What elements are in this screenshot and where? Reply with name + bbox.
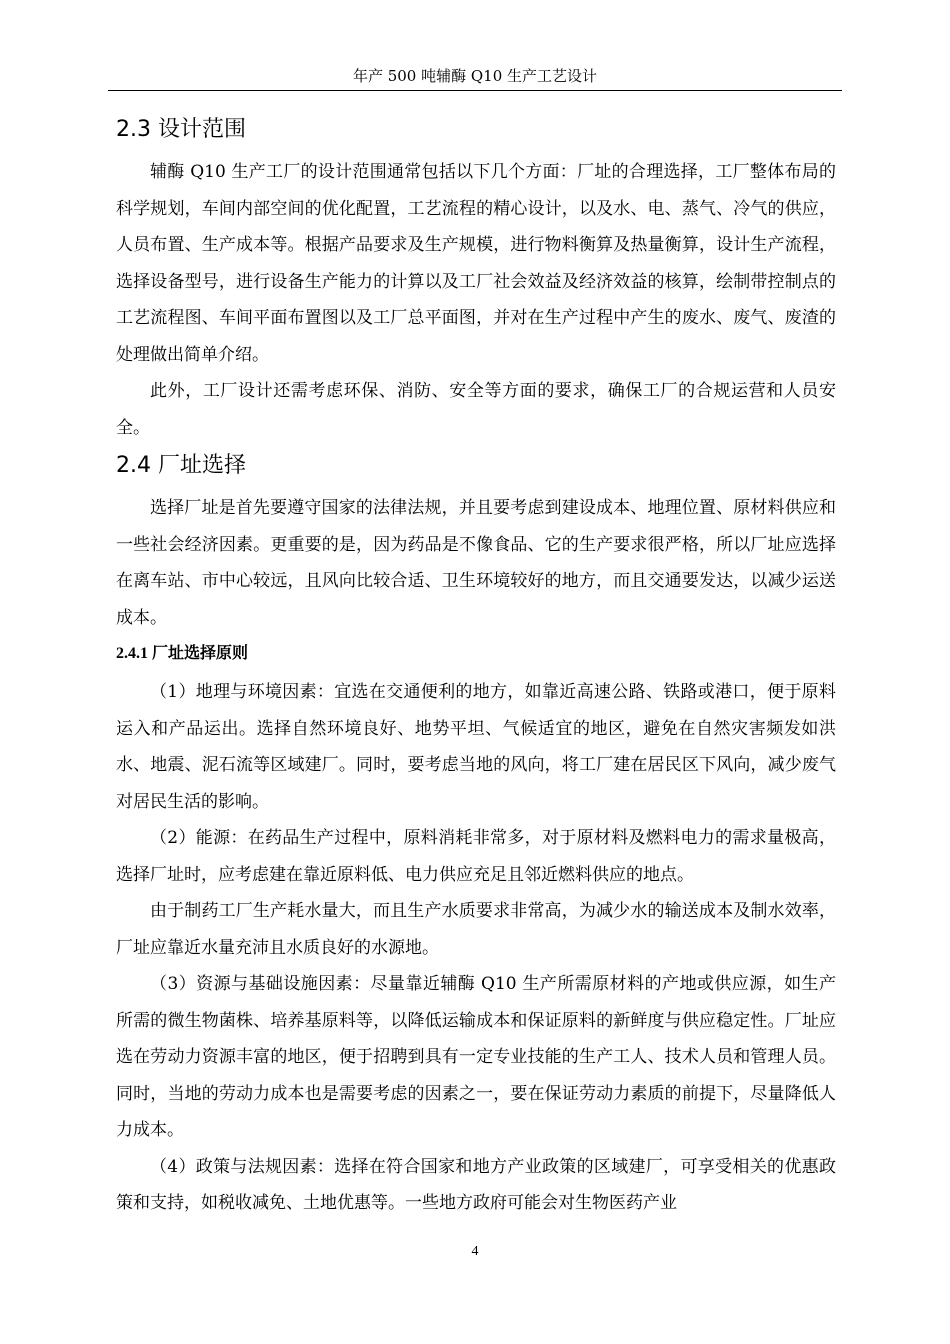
paragraph: 此外，工厂设计还需考虑环保、消防、安全等方面的要求，确保工厂的合规运营和人员安全。	[116, 381, 836, 438]
paragraph: 选择厂址是首先要遵守国家的法律法规，并且要考虑到建设成本、地理位置、原材料供应和一些社会经济因素。更重要的是，因为药品是不像食品、它的生产要求很严格，所以厂址应选择在离车站、市中心较远，且风向比较合适、卫生环境较好的地方，而且交通要发达，以减少运送成本。	[116, 498, 836, 628]
paragraph: 由于制药工厂生产耗水量大，而且生产水质要求非常高，为减少水的输送成本及制水效率，厂址应靠近水量充沛且水质良好的水源地。	[116, 901, 836, 958]
page-header	[108, 62, 842, 91]
section-heading-2-4: 2.4 厂址选择	[116, 453, 246, 478]
subsection-heading-2-4-1: 2.4.1 厂址选择原则	[116, 645, 249, 662]
list-item: （3）资源与基础设施因素：尽量靠近辅酶 Q10 生产所需原材料的产地或供应源，如生产所需的微生物菌株、培养基原料等，以降低运输成本和保证原料的新鲜度与供应稳定性。厂址应选在劳动力资源丰富的地区，便于招聘到具有一定专业技能的生产工人、技术人员和管理人员。同时，当地的劳动力成本也是需要考虑的因素之一，要在保证劳动力素质的前提下，尽量降低人力成本。	[116, 974, 836, 1140]
page-content	[116, 110, 836, 1222]
paragraph: 辅酶 Q10 生产工厂的设计范围通常包括以下几个方面：厂址的合理选择，工厂整体布局的科学规划，车间内部空间的优化配置，工艺流程的精心设计，以及水、电、蒸气、冷气的供应，人员布置、生产成本等。根据产品要求及生产规模，进行物料衡算及热量衡算，设计生产流程，选择设备型号，进行设备生产能力的计算以及工厂社会效益及经济效益的核算，绘制带控制点的工艺流程图、车间平面布置图以及工厂总平面图，并对在生产过程中产生的废水、废气、废渣的处理做出简单介绍。	[116, 162, 836, 365]
list-item: （4）政策与法规因素：选择在符合国家和地方产业政策的区域建厂，可享受相关的优惠政策和支持，如税收减免、土地优惠等。一些地方政府可能会对生物医药产业	[116, 1156, 836, 1213]
page-number: 4	[471, 1244, 479, 1259]
document-title: 年产 500 吨辅酶 Q10 生产工艺设计	[352, 67, 598, 85]
list-item: （2）能源：在药品生产过程中，原料消耗非常多，对于原材料及燃料电力的需求量极高，选择厂址时，应考虑建在靠近原料低、电力供应充足且邻近燃料供应的地点。	[116, 828, 836, 885]
section-heading-2-3: 2.3 设计范围	[116, 117, 246, 142]
list-item: （1）地理与环境因素：宜选在交通便利的地方，如靠近高速公路、铁路或港口，便于原料运入和产品运出。选择自然环境良好、地势平坦、气候适宜的地区，避免在自然灾害频发如洪水、地震、泥石流等区域建厂。同时，要考虑当地的风向，将工厂建在居民区下风向，减少废气对居民生活的影响。	[116, 682, 836, 812]
